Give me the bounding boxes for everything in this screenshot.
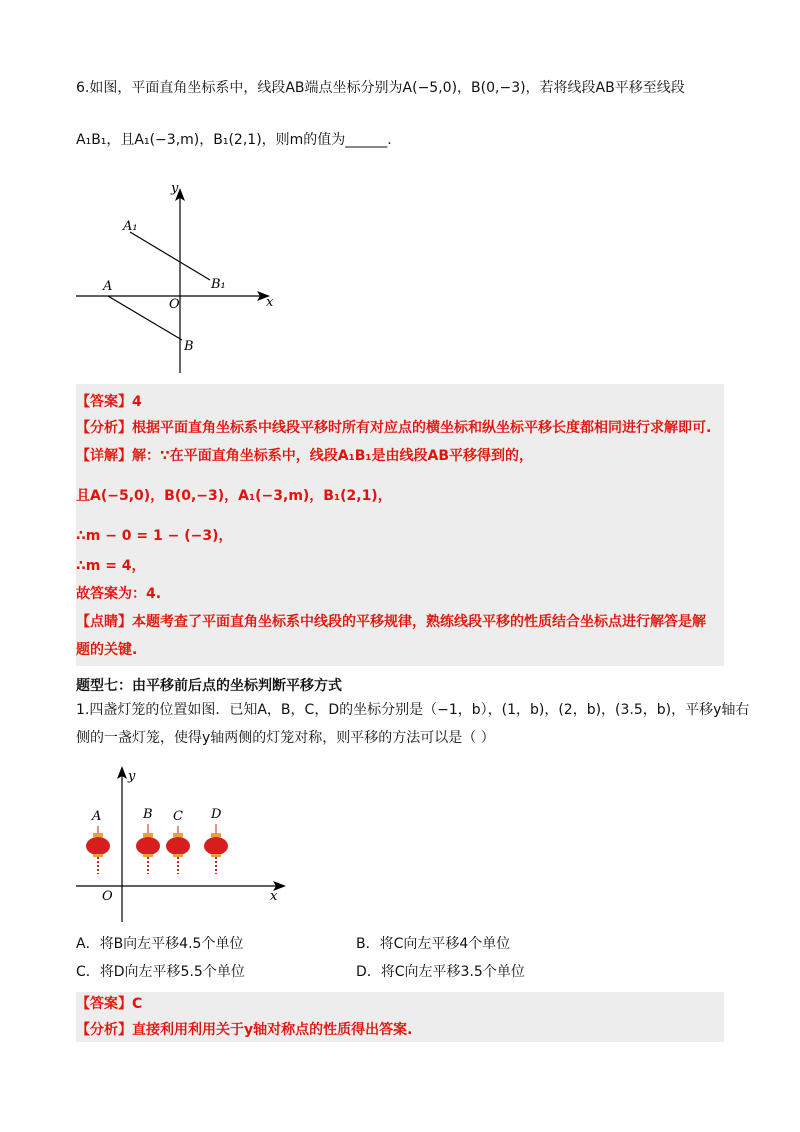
fig1-point-a-label: A xyxy=(103,279,113,294)
lantern-a-label: A xyxy=(92,809,102,824)
lantern-d-label: D xyxy=(211,807,222,822)
lantern-a xyxy=(86,809,110,874)
fig2-x-label: x xyxy=(270,889,278,904)
answer-box-q1 xyxy=(76,992,724,1042)
q6-comment-line2: 题的关键. xyxy=(76,642,138,658)
q6-line2: A₁B₁，且A₁(−3,m)，B₁(2,1)，则m的值为______. xyxy=(76,132,392,148)
q6-given-points: 且A(−5,0)，B(0,−3)，A₁(−3,m)，B₁(2,1)， xyxy=(76,488,392,504)
figure-segment-translation xyxy=(70,178,285,378)
lantern-c xyxy=(166,809,190,874)
option-c: C．将D向左平移5.5个单位 xyxy=(76,964,245,980)
lantern-b-label: B xyxy=(143,807,153,822)
fig1-x-label: x xyxy=(266,295,274,310)
fig1-point-a1-label: A₁ xyxy=(123,219,138,234)
answer-box-q6 xyxy=(76,384,724,666)
q1-answer: 【答案】C xyxy=(76,996,143,1012)
lantern-c-label: C xyxy=(173,809,183,824)
q1-analysis: 【分析】直接利用利用关于y轴对称点的性质得出答案. xyxy=(76,1022,413,1038)
lantern-b xyxy=(136,807,160,874)
fig1-point-b-label: B xyxy=(184,339,194,354)
lantern-d xyxy=(204,807,228,874)
fig1-point-b1-label: B₁ xyxy=(211,277,226,292)
option-b: B．将C向左平移4个单位 xyxy=(356,936,511,952)
fig1-y-label: y xyxy=(171,181,179,196)
q6-detail: 【详解】解：∵在平面直角坐标系中，线段A₁B₁是由线段AB平移得到的， xyxy=(76,448,534,464)
fig2-origin-label: O xyxy=(102,889,113,904)
q6-equation: ∴m − 0 = 1 − (−3)， xyxy=(76,528,233,544)
q1-line1: 1.四盏灯笼的位置如图．已知A，B，C，D的坐标分别是（−1，b），(1，b)，(2，b)，(3.5，b)，平移y轴右 xyxy=(76,702,750,718)
option-a: A．将B向左平移4.5个单位 xyxy=(76,936,244,952)
segment-a1b1 xyxy=(130,232,210,280)
q6-answer: 【答案】4 xyxy=(76,394,142,410)
q6-final-answer: 故答案为：4. xyxy=(76,586,162,602)
figure-lanterns xyxy=(72,762,292,924)
option-d: D．将C向左平移3.5个单位 xyxy=(356,964,525,980)
q6-line1: 6.如图，平面直角坐标系中，线段AB端点坐标分别为A(−5,0)，B(0,−3)，若将线段AB平移至线段 xyxy=(76,80,685,96)
fig2-y-label: y xyxy=(128,769,136,784)
q1-line2: 侧的一盏灯笼，使得y轴两侧的灯笼对称，则平移的方法可以是（ ） xyxy=(76,730,495,746)
q6-comment-line1: 【点睛】本题考查了平面直角坐标系中线段的平移规律，熟练线段平移的性质结合坐标点进行解答是解 xyxy=(76,614,706,630)
section-title: 题型七：由平移前后点的坐标判断平移方式 xyxy=(76,678,342,694)
q6-m-value: ∴m = 4， xyxy=(76,558,146,574)
fig1-origin-label: O xyxy=(169,297,180,312)
q6-analysis: 【分析】根据平面直角坐标系中线段平移时所有对应点的横坐标和纵坐标平移长度都相同进行求解即可. xyxy=(76,420,712,436)
